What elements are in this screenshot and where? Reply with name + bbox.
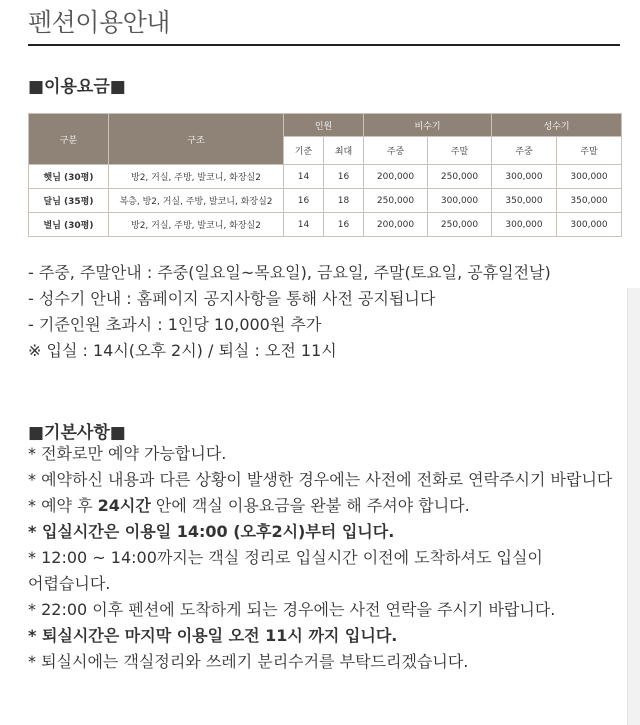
basic-heading: ■기본사항■	[28, 423, 126, 443]
rule-line: * 퇴실시간은 마지막 이용일 오전 11시 까지 입니다.	[28, 626, 398, 645]
note-line: - 성수기 안내 : 홈페이지 공지사항을 통해 사전 공지됩니다	[28, 289, 436, 308]
rate-notes	[28, 260, 551, 364]
cell-off-weekend: 250,000	[428, 213, 492, 237]
cell-max: 18	[324, 189, 364, 213]
header-peakseason: 성수기	[492, 114, 622, 137]
rule-line: * 22:00 이후 펜션에 도착하게 되는 경우에는 사전 연락을 주시기 바랍니다.	[28, 600, 556, 619]
cell-off-weekend: 250,000	[428, 165, 492, 189]
cell-peak-weekday: 300,000	[492, 165, 557, 189]
cell-structure: 방2, 거실, 주방, 발코니, 화장실2	[109, 213, 284, 237]
header-max: 최대	[324, 137, 364, 165]
rule-text: 안에 객실 이용요금을 완불 해 주셔야 합니다.	[150, 496, 470, 515]
cell-peak-weekday: 350,000	[492, 189, 557, 213]
rule-emphasis: 24시간	[97, 496, 151, 515]
header-off-weekend: 주말	[428, 137, 492, 165]
cell-peak-weekend: 300,000	[557, 213, 622, 237]
cell-room: 햇님 (30평)	[29, 165, 109, 189]
cell-structure: 방2, 거실, 주방, 발코니, 화장실2	[109, 165, 284, 189]
rule-line: * 퇴실시에는 객실정리와 쓰레기 분리수거를 부탁드리겠습니다.	[28, 652, 469, 671]
cell-room: 별님 (30평)	[29, 213, 109, 237]
cell-base: 14	[284, 165, 324, 189]
header-off-weekday: 주중	[364, 137, 428, 165]
cell-off-weekday: 250,000	[364, 189, 428, 213]
header-base: 기준	[284, 137, 324, 165]
rule-line	[28, 493, 628, 519]
cell-max: 16	[324, 213, 364, 237]
cell-peak-weekday: 300,000	[492, 213, 557, 237]
cell-base: 14	[284, 213, 324, 237]
table-row	[29, 189, 622, 213]
header-capacity: 인원	[284, 114, 364, 137]
cell-peak-weekend: 300,000	[557, 165, 622, 189]
rule-line: * 12:00 ~ 14:00까지는 객실 정리로 입실시간 이전에 도착하셔도 입실이 어렵습니다.	[28, 548, 543, 593]
rule-text: * 예약 후	[28, 496, 98, 515]
scrollbar[interactable]	[627, 288, 640, 725]
rule-line: * 전화로만 예약 가능합니다.	[28, 444, 227, 463]
note-line: ※ 입실 : 14시(오후 2시) / 퇴실 : 오전 11시	[28, 341, 337, 360]
note-line: - 기준인원 초과시 : 1인당 10,000원 추가	[28, 315, 322, 334]
cell-max: 16	[324, 165, 364, 189]
table-row	[29, 213, 622, 237]
header-structure: 구조	[109, 114, 284, 165]
note-line: - 주중, 주말안내 : 주중(일요일~목요일), 금요일, 주말(토요일, 공휴일전날)	[28, 263, 551, 282]
cell-off-weekday: 200,000	[364, 165, 428, 189]
cell-structure: 복층, 방2, 거실, 주방, 발코니, 화장실2	[109, 189, 284, 213]
cell-base: 16	[284, 189, 324, 213]
rule-line: * 예약하신 내용과 다른 상황이 발생한 경우에는 사전에 전화로 연락주시기 바랍니다	[28, 470, 613, 489]
cell-room: 달님 (35평)	[29, 189, 109, 213]
page-title: 펜션이용안내	[28, 8, 620, 46]
header-room: 구분	[29, 114, 109, 165]
table-row	[29, 165, 622, 189]
rule-line: * 입실시간은 이용일 14:00 (오후2시)부터 입니다.	[28, 522, 395, 541]
cell-peak-weekend: 350,000	[557, 189, 622, 213]
cell-off-weekday: 200,000	[364, 213, 428, 237]
rates-heading: ■이용요금■	[28, 77, 126, 97]
basic-rules	[28, 441, 628, 675]
rate-table	[28, 113, 622, 237]
header-peak-weekday: 주중	[492, 137, 557, 165]
header-offseason: 비수기	[364, 114, 492, 137]
cell-off-weekend: 300,000	[428, 189, 492, 213]
header-peak-weekend: 주말	[557, 137, 622, 165]
